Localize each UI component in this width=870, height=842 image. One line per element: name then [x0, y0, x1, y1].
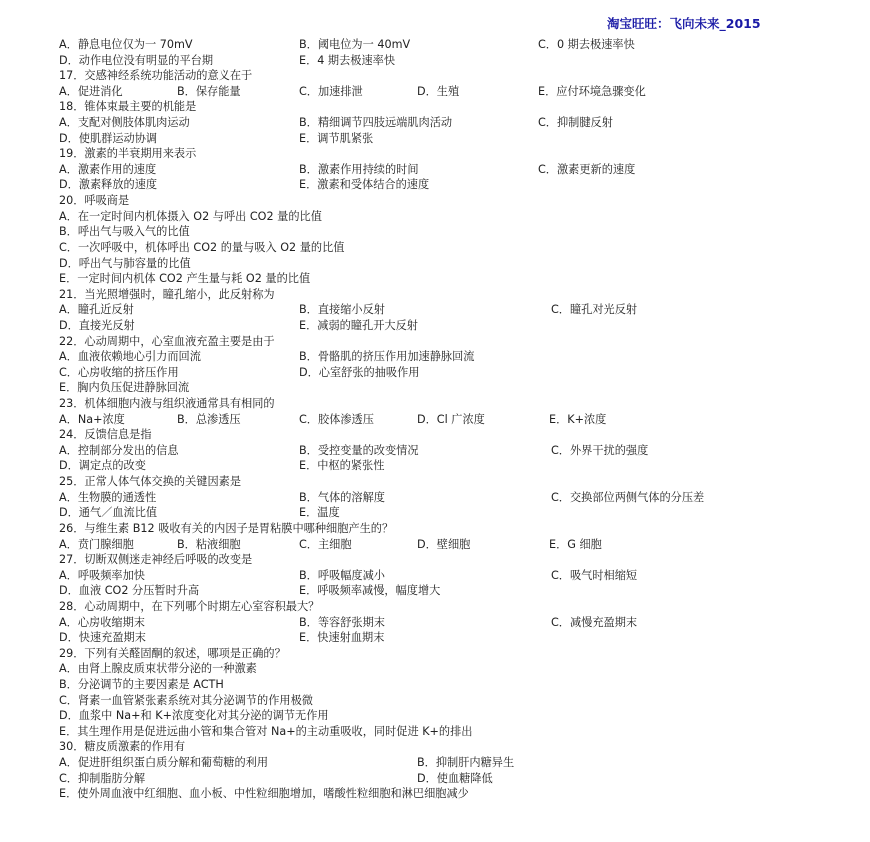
text-line	[59, 68, 859, 84]
text-line	[59, 177, 859, 193]
text-line	[59, 99, 859, 115]
option-text: C．肾素一血管紧张素系统对其分泌调节的作用极微	[59, 693, 313, 707]
option-text: A．由肾上腺皮质束状带分泌的一种激素	[59, 662, 257, 676]
question-text: 21．当光照增强时，瞳孔缩小，此反射称为	[59, 287, 275, 301]
option-text: C．抑制脂肪分解	[59, 771, 146, 785]
option-text: B．保存能量	[177, 84, 241, 98]
text-line	[59, 568, 859, 584]
option-text: C．心房收缩的挤压作用	[59, 365, 179, 379]
option-text: B．抑制肝内糖异生	[417, 756, 515, 770]
text-line	[59, 349, 859, 365]
text-line	[59, 146, 859, 162]
option-text: C．加速排泄	[299, 84, 363, 98]
option-text: C．外界干扰的强度	[551, 443, 649, 457]
question-text: 17．交感神经系统功能活动的意义在于	[59, 69, 253, 83]
text-line	[59, 53, 859, 69]
text-line	[59, 552, 859, 568]
option-text: D．呼出气与肺容量的比值	[59, 256, 191, 270]
option-text: D．血液 CO2 分压暂时升高	[59, 584, 200, 598]
option-text: E．快速射血期末	[299, 631, 385, 645]
text-line	[59, 599, 859, 615]
option-text: C．抑制腱反射	[538, 116, 613, 130]
document-body	[59, 37, 859, 802]
option-text: B．粘液细胞	[177, 537, 241, 551]
option-text: B．受控变量的改变情况	[299, 443, 419, 457]
text-line	[59, 209, 859, 225]
question-text: 18．锥体束最主要的机能是	[59, 100, 197, 114]
option-text: A．心房收缩期末	[59, 615, 145, 629]
text-line	[59, 37, 859, 53]
text-line	[59, 412, 859, 428]
option-text: E．胸内负压促进静脉回流	[59, 381, 190, 395]
option-text: B．呼出气与吸入气的比值	[59, 225, 190, 239]
option-text: E．使外周血液中红细胞、血小板、中性粒细胞增加，嗜酸性粒细胞和淋巴细胞减少	[59, 787, 469, 801]
text-line	[59, 162, 859, 178]
text-line	[59, 84, 859, 100]
option-text: C．吸气时相缩短	[551, 568, 638, 582]
option-text: C．激素更新的速度	[538, 162, 636, 176]
text-line	[59, 240, 859, 256]
option-text: B．直接缩小反射	[299, 303, 385, 317]
question-text: 19．激素的半衰期用来表示	[59, 147, 197, 161]
option-text: B．呼吸幅度减小	[299, 568, 385, 582]
text-line	[59, 396, 859, 412]
question-text: 26．与维生素 B12 吸收有关的内因子是胃粘膜中哪种细胞产生的？	[59, 521, 394, 535]
option-text: B．气体的溶解度	[299, 490, 385, 504]
option-text: D．直接光反射	[59, 318, 135, 332]
option-text: D．调定点的改变	[59, 459, 146, 473]
text-line	[59, 521, 859, 537]
option-text: E．G 细胞	[549, 537, 602, 551]
text-line	[59, 287, 859, 303]
option-text: E．调节肌紧张	[299, 131, 374, 145]
option-text: A．生物膜的通透性	[59, 490, 157, 504]
text-line	[59, 256, 859, 272]
option-text: A．激素作用的速度	[59, 162, 157, 176]
option-text: B．精细调节四肢远端肌肉活动	[299, 116, 453, 130]
text-line	[59, 755, 859, 771]
option-text: A．控制部分发出的信息	[59, 443, 179, 457]
option-text: E．一定时间内机体 CO2 产生量与耗 O2 量的比值	[59, 272, 311, 286]
option-text: D．生殖	[417, 84, 460, 98]
text-line	[59, 318, 859, 334]
option-text: B．总渗透压	[177, 412, 241, 426]
text-line	[59, 334, 859, 350]
question-text: 22．心动周期中，心室血液充盈主要是由于	[59, 334, 275, 348]
question-text: 24．反馈信息是指	[59, 428, 152, 442]
option-text: B．分泌调节的主要因素是 ACTH	[59, 677, 224, 691]
text-line	[59, 583, 859, 599]
option-text: C．交换部位两侧气体的分压差	[551, 490, 705, 504]
option-text: A．在一定时间内机体摄入 O2 与呼出 CO2 量的比值	[59, 209, 322, 223]
option-text: B．等容舒张期末	[299, 615, 385, 629]
option-text: D．血浆中 Na+和 K+浓度变化对其分泌的调节无作用	[59, 709, 329, 723]
option-text: E．激素和受体结合的速度	[299, 178, 430, 192]
option-text: C．胶体渗透压	[299, 412, 374, 426]
text-line	[59, 115, 859, 131]
text-line	[59, 490, 859, 506]
text-line	[59, 630, 859, 646]
option-text: D．动作电位没有明显的平台期	[59, 53, 214, 67]
text-line	[59, 677, 859, 693]
question-text: 28．心动周期中，在下列哪个时期左心室容积最大？	[59, 599, 320, 613]
text-line	[59, 724, 859, 740]
option-text: D．Cl 广浓度	[417, 412, 485, 426]
option-text: A．支配对侧肢体肌肉运动	[59, 116, 190, 130]
text-line	[59, 739, 859, 755]
text-line	[59, 271, 859, 287]
header-watermark: 淘宝旺旺：飞向未来_2015	[607, 16, 761, 31]
question-text: 29．下列有关醛固酮的叙述，哪项是正确的？	[59, 646, 286, 660]
option-text: A．静息电位仅为一 70mV	[59, 38, 193, 51]
option-text: D．通气／血流比值	[59, 506, 158, 520]
text-line	[59, 646, 859, 662]
text-line	[59, 786, 859, 802]
text-line	[59, 505, 859, 521]
option-text: B．激素作用持续的时间	[299, 162, 419, 176]
text-line	[59, 458, 859, 474]
text-line	[59, 443, 859, 459]
text-line	[59, 474, 859, 490]
text-line	[59, 427, 859, 443]
option-text: C．主细胞	[299, 537, 352, 551]
option-text: A．贲门腺细胞	[59, 537, 134, 551]
option-text: E．温度	[299, 506, 340, 520]
option-text: D．壁细胞	[417, 537, 471, 551]
option-text: D．激素释放的速度	[59, 178, 158, 192]
option-text: C．一次呼吸中，机体呼出 CO2 的量与吸入 O2 量的比值	[59, 240, 345, 254]
option-text: E．4 期去极速率快	[299, 53, 396, 67]
text-line	[59, 771, 859, 787]
option-text: E．其生理作用是促进远曲小管和集合管对 Na+的主动重吸收，同时促进 K+的排出	[59, 724, 473, 738]
option-text: A．Na+浓度	[59, 412, 125, 426]
option-text: B．阈电位为一 40mV	[299, 38, 411, 51]
question-text: 25．正常人体气体交换的关键因素是	[59, 475, 242, 489]
text-line	[59, 615, 859, 631]
text-line	[59, 302, 859, 318]
option-text: B．骨骼肌的挤压作用加速静脉回流	[299, 350, 475, 364]
question-text: 27．切断双侧迷走神经后呼吸的改变是	[59, 553, 253, 567]
option-text: E．K+浓度	[549, 412, 607, 426]
option-text: E．应付环境急骤变化	[538, 84, 646, 98]
text-line	[59, 365, 859, 381]
text-line	[59, 661, 859, 677]
option-text: D．使肌群运动协调	[59, 131, 158, 145]
text-line	[59, 131, 859, 147]
text-line	[59, 537, 859, 553]
text-line	[59, 224, 859, 240]
option-text: A．促进消化	[59, 84, 123, 98]
option-text: A．瞳孔近反射	[59, 303, 134, 317]
option-text: C．瞳孔对光反射	[551, 303, 638, 317]
question-text: 30．糖皮质激素的作用有	[59, 740, 186, 754]
text-line	[59, 708, 859, 724]
question-text: 20．呼吸商是	[59, 194, 130, 208]
option-text: A．呼吸频率加快	[59, 568, 145, 582]
option-text: A．血液依赖地心引力而回流	[59, 350, 201, 364]
option-text: C．0 期去极速率快	[538, 38, 635, 51]
option-text: C．减慢充盈期末	[551, 615, 638, 629]
option-text: E．中枢的紧张性	[299, 459, 385, 473]
option-text: A．促进肝组织蛋白质分解和葡萄糖的利用	[59, 756, 269, 770]
text-line	[59, 193, 859, 209]
option-text: D．快速充盈期末	[59, 631, 146, 645]
option-text: E．呼吸频率减慢，幅度增大	[299, 584, 441, 598]
text-line	[59, 693, 859, 709]
option-text: D．使血糖降低	[417, 771, 493, 785]
question-text: 23．机体细胞内液与组织液通常具有相同的	[59, 397, 275, 411]
option-text: D．心室舒张的抽吸作用	[299, 365, 420, 379]
text-line	[59, 380, 859, 396]
option-text: E．减弱的瞳孔开大反射	[299, 318, 418, 332]
